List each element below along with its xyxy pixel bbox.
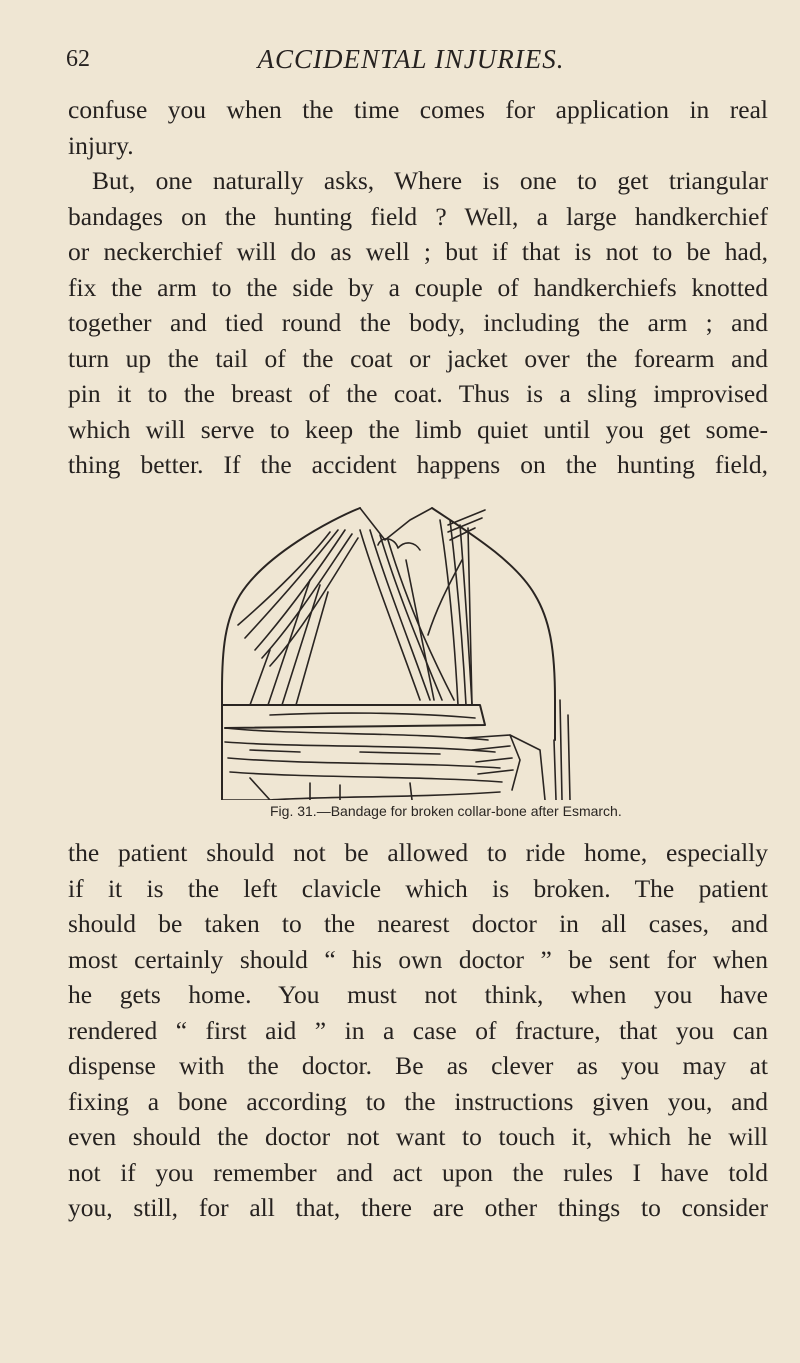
text-line: fixing a bone according to the instructions given you, and: [68, 1086, 768, 1116]
text-line: together and tied round the body, including the arm ; and: [68, 308, 768, 337]
text-line: confuse you when the time comes for application in real: [68, 95, 768, 124]
text-line: he gets home. You must not think, when you have: [68, 980, 768, 1009]
page-header: [66, 44, 756, 84]
top-paragraphs: [68, 92, 768, 483]
text-line: even should the doctor not want to touch it, which he will: [68, 1122, 768, 1151]
text-line: or neckerchief will do as well ; but if that is not to be had,: [68, 237, 768, 266]
text-line: not if you remember and act upon the rules I have told: [68, 1157, 768, 1187]
text-line: injury.: [68, 130, 134, 160]
text-line: thing better. If the accident happens on the hunting field,: [68, 450, 768, 479]
text-line: which will serve to keep the limb quiet until you get some-: [68, 414, 768, 444]
text-line: most certainly should “ his own doctor ” be sent for when: [68, 944, 768, 974]
bottom-paragraph: [68, 835, 768, 1226]
text-line: you, still, for all that, there are other things to consider: [68, 1193, 768, 1222]
text-line: dispense with the doctor. Be as clever as you may at: [68, 1051, 768, 1080]
figure-caption: Fig. 31.—Bandage for broken collar-bone after Esmarch.: [270, 803, 622, 819]
running-head: ACCIDENTAL INJURIES.: [257, 44, 565, 74]
page-number: 62: [66, 46, 90, 72]
text-line: turn up the tail of the coat or jacket over the forearm and: [68, 343, 768, 373]
bandage-illustration: [210, 500, 580, 800]
text-line: rendered “ first aid ” in a case of fracture, that you can: [68, 1015, 768, 1045]
text-line: the patient should not be allowed to ride home, especially: [68, 838, 768, 867]
text-line: if it is the left clavicle which is broken. The patient: [68, 873, 768, 903]
text-line: should be taken to the nearest doctor in all cases, and: [68, 909, 768, 938]
text-line: fix the arm to the side by a couple of handkerchiefs knotted: [68, 272, 768, 302]
text-line: pin it to the breast of the coat. Thus is a sling improvised: [68, 379, 768, 408]
text-line: But, one naturally asks, Where is one to get triangular: [92, 166, 768, 195]
text-line: bandages on the hunting field ? Well, a large handkerchief: [68, 201, 768, 231]
